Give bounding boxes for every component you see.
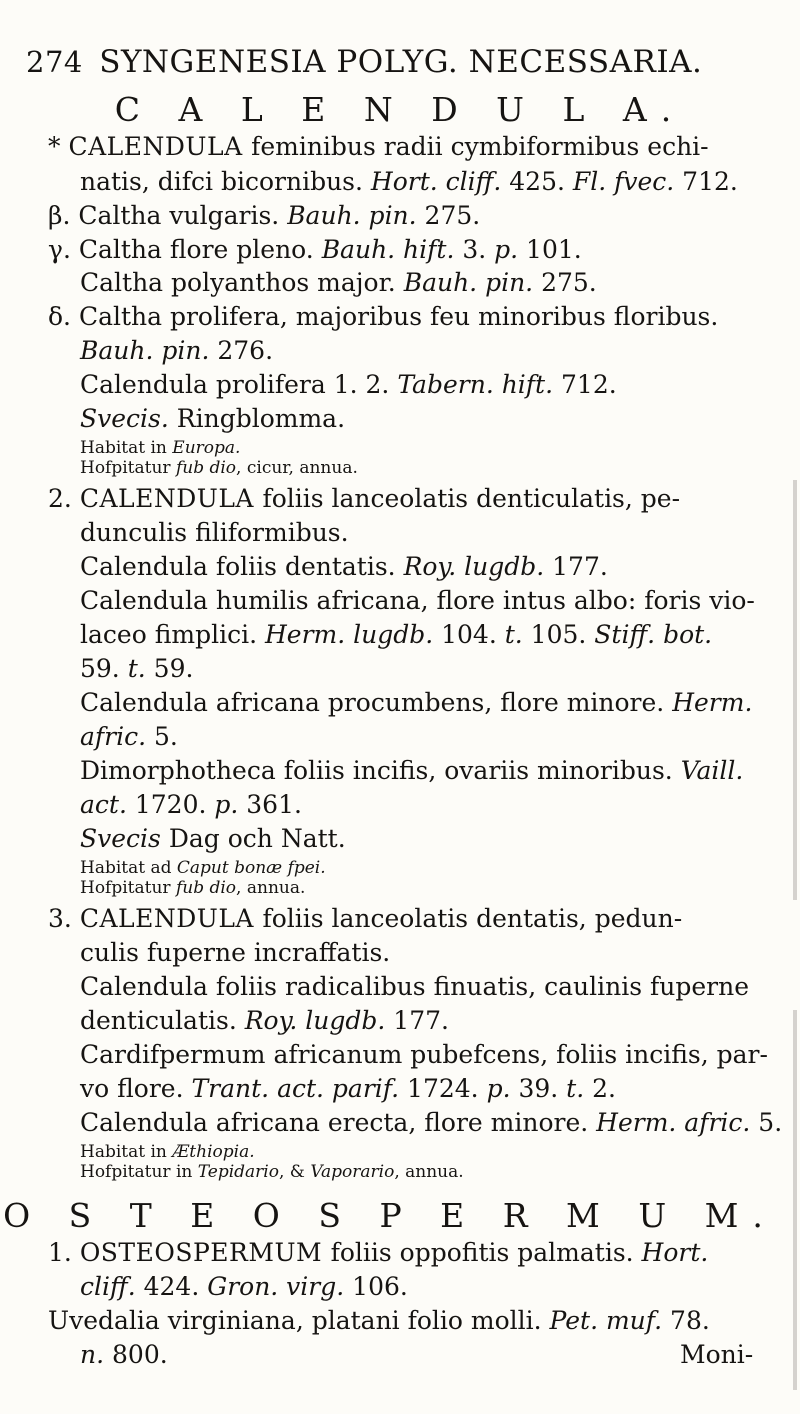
- entry-line: * CALENDULA feminibus radii cymbiformibus echi-: [48, 132, 709, 161]
- running-title: SYNGENESIA POLYG. NECESSARIA.: [99, 44, 703, 80]
- entry-line: act. 1720. p. 361.: [80, 790, 302, 819]
- hospitatur-note: Hofpitatur fub dio, annua.: [80, 878, 306, 898]
- entry-line: Calendula foliis radicalibus finuatis, caulinis fuperne: [80, 972, 749, 1001]
- entry-line: cliff. 424. Gron. virg. 106.: [80, 1272, 408, 1301]
- entry-line: Svecis. Ringblomma.: [80, 404, 346, 433]
- entry-line: δ. Caltha prolifera, majoribus feu minoribus floribus.: [48, 302, 719, 331]
- entry-line: 1. OSTEOSPERMUM foliis oppofitis palmatis. Hort.: [48, 1238, 709, 1267]
- entry-line: Svecis Dag och Natt.: [80, 824, 346, 853]
- genus-title-calendula: C A L E N D U L A.: [114, 90, 686, 129]
- habitat-note: Habitat ad Caput bonæ fpei.: [80, 858, 326, 878]
- entry-line: vo flore. Trant. act. parif. 1724. p. 39. t. 2.: [80, 1074, 616, 1103]
- entry-line: n. 800.: [80, 1340, 168, 1369]
- habitat-note: Habitat in Æthiopia.: [80, 1142, 255, 1162]
- running-header: [26, 44, 766, 80]
- habitat-note: Habitat in Europa.: [80, 438, 241, 458]
- catchword: Moni-: [680, 1340, 754, 1369]
- genus-title-osteospermum: O S T E O S P E R M U M.: [3, 1196, 777, 1235]
- entry-line: Caltha polyanthos major. Bauh. pin. 275.: [80, 268, 597, 297]
- entry-line: culis fuperne incraffatis.: [80, 938, 391, 967]
- entry-line: Calendula africana procumbens, flore minore. Herm.: [80, 688, 753, 717]
- entry-line: denticulatis. Roy. lugdb. 177.: [80, 1006, 449, 1035]
- page-number: 274: [26, 45, 83, 79]
- page-edge-shadow: [793, 1010, 797, 1390]
- entry-line: Calendula humilis africana, flore intus albo: foris vio-: [80, 586, 755, 615]
- entry-line: Dimorphotheca foliis incifis, ovariis minoribus. Vaill.: [80, 756, 744, 785]
- entry-line: β. Caltha vulgaris. Bauh. pin. 275.: [48, 201, 481, 230]
- entry-line: natis, difci bicornibus. Hort. cliff. 425. Fl. fvec. 712.: [80, 167, 738, 196]
- page-edge-shadow: [793, 480, 797, 900]
- entry-line: Calendula foliis dentatis. Roy. lugdb. 177.: [80, 552, 608, 581]
- entry-line: γ. Caltha flore pleno. Bauh. hift. 3. p. 101.: [48, 235, 582, 264]
- entry-line: dunculis filiformibus.: [80, 518, 349, 547]
- entry-line: Cardifpermum africanum pubefcens, foliis incifis, par-: [80, 1040, 768, 1069]
- entry-line: laceo fimplici. Herm. lugdb. 104. t. 105. Stiff. bot.: [80, 620, 713, 649]
- hospitatur-note: Hofpitatur in Tepidario, & Vaporario, annua.: [80, 1162, 464, 1182]
- hospitatur-note: Hofpitatur fub dio, cicur, annua.: [80, 458, 358, 478]
- entry-line: Uvedalia virginiana, platani folio molli. Pet. muf. 78.: [48, 1306, 710, 1335]
- entry-line: 2. CALENDULA foliis lanceolatis denticulatis, pe-: [48, 484, 681, 513]
- entry-line: Bauh. pin. 276.: [80, 336, 274, 365]
- entry-line: 3. CALENDULA foliis lanceolatis dentatis, pedun-: [48, 904, 683, 933]
- entry-line: Calendula africana erecta, flore minore. Herm. afric. 5.: [80, 1108, 783, 1137]
- entry-line: afric. 5.: [80, 722, 178, 751]
- entry-line: 59. t. 59.: [80, 654, 194, 683]
- entry-line: Calendula prolifera 1. 2. Tabern. hift. 712.: [80, 370, 617, 399]
